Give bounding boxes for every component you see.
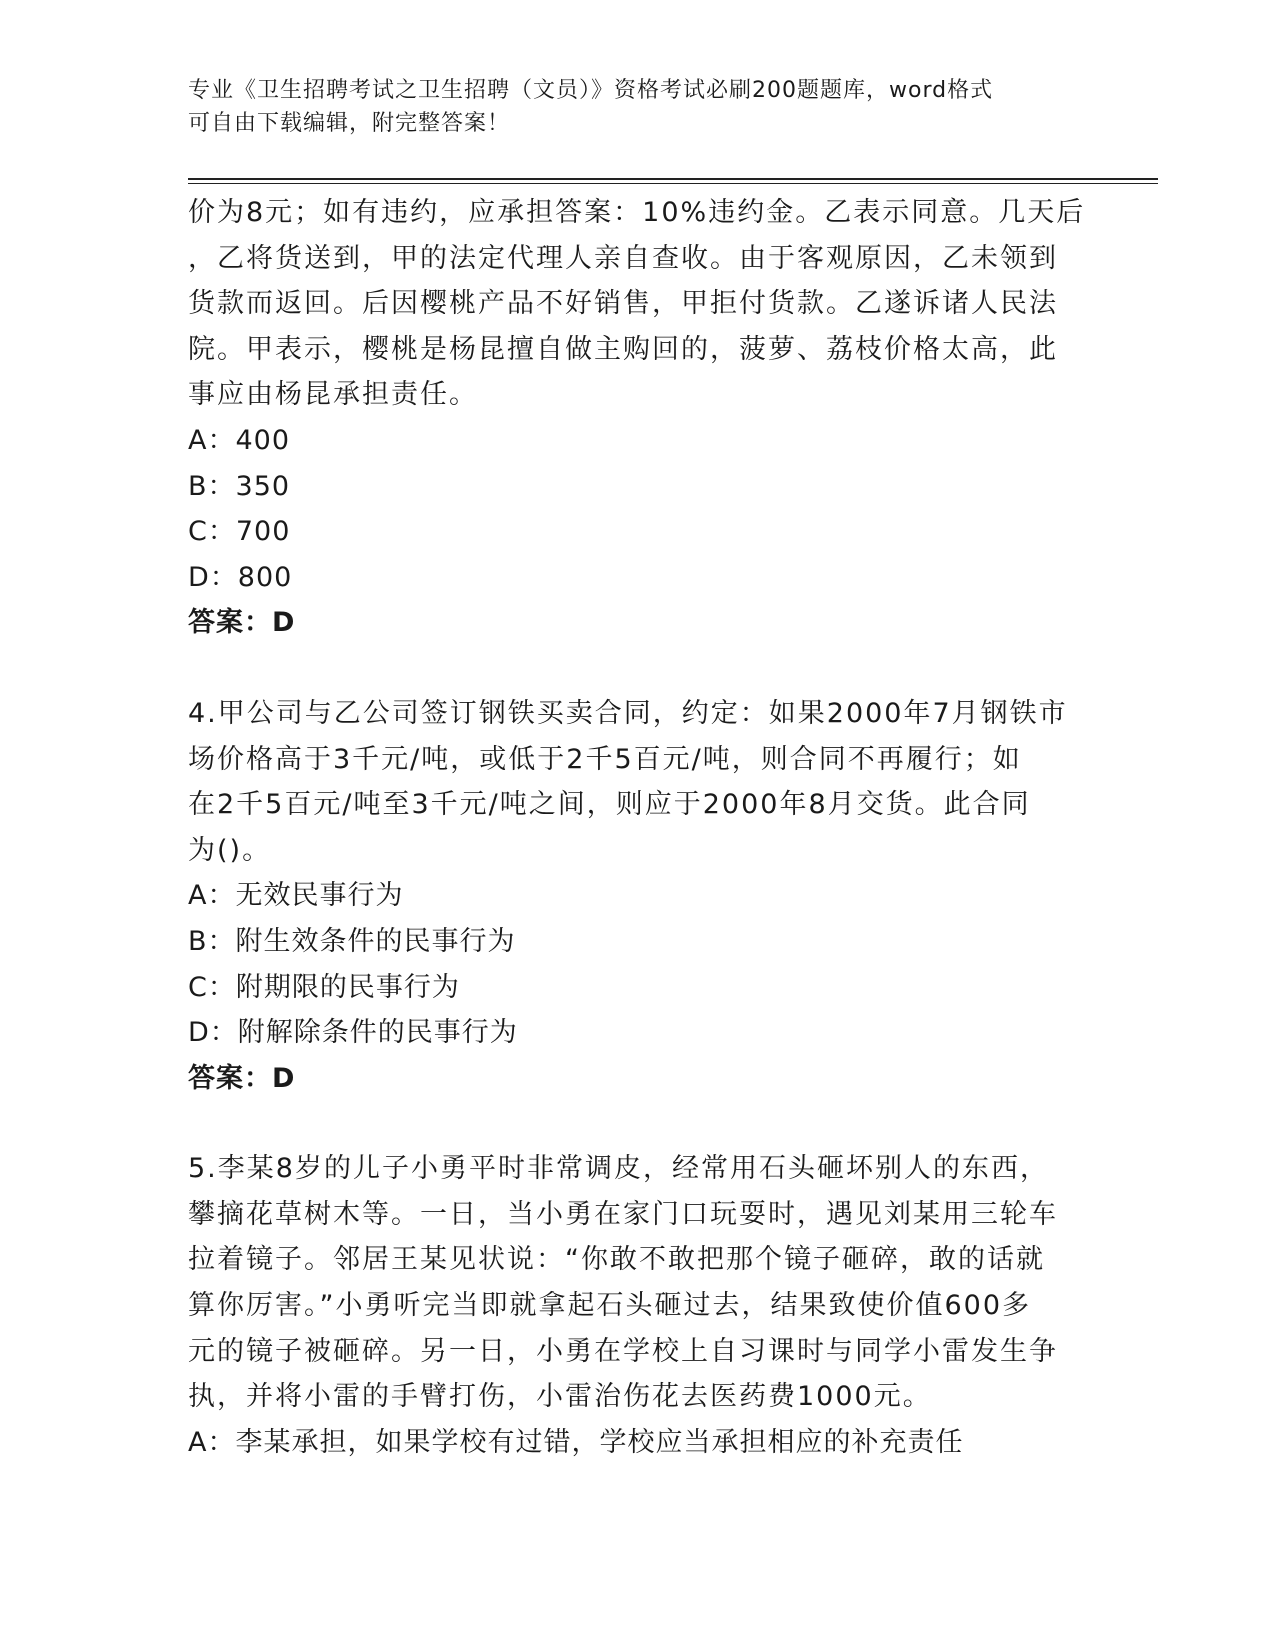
option-b: B：350	[188, 470, 291, 502]
page-header	[188, 74, 1068, 140]
answer: 答案：D	[188, 1062, 296, 1094]
question-text-line: 价为8元；如有违约，应承担答案：10%违约金。乙表示同意。几天后	[188, 197, 1086, 228]
option-c: C：700	[188, 516, 291, 548]
option-a: A：李某承担，如果学校有过错，学校应当承担相应的补充责任	[188, 1426, 964, 1458]
option-c: C：附期限的民事行为	[188, 971, 460, 1003]
question-text-line: 5.李某8岁的儿子小勇平时非常调皮，经常用石头砸坏别人的东西，	[188, 1153, 1049, 1185]
option-a: A：400	[188, 424, 291, 456]
option-a: A：无效民事行为	[188, 880, 404, 912]
question-text-line: 货款而返回。后因樱桃产品不好销售，甲拒付货款。乙遂诉诸人民法	[188, 288, 1058, 320]
question-text-line: 拉着镜子。邻居王某见状说：“你敢不敢把那个镜子砸碎，敢的话就	[188, 1244, 1045, 1276]
question-4	[188, 691, 1088, 1101]
question-text-line: 算你厉害。”小勇听完当即就拿起石头砸过去，结果致使价值600多	[188, 1290, 1032, 1322]
question-text-line: 场价格高于3千元/吨，或低于2千5百元/吨，则合同不再履行；如	[188, 743, 1022, 775]
question-text-line: 元的镜子被砸碎。另一日，小勇在学校上自习课时与同学小雷发生争	[188, 1335, 1058, 1367]
option-d: D：附解除条件的民事行为	[188, 1017, 518, 1049]
question-text-line: 为()。	[188, 834, 272, 866]
option-d: D：800	[188, 561, 293, 593]
option-b: B：附生效条件的民事行为	[188, 925, 516, 957]
question-text-line: 院。甲表示，樱桃是杨昆擅自做主购回的，菠萝、荔枝价格太高，此	[188, 333, 1058, 365]
header-line-2: 可自由下载编辑，附完整答案！	[188, 111, 511, 136]
header-divider	[188, 178, 1158, 180]
header-divider-thin	[188, 183, 1158, 184]
question-text-line: 事应由杨昆承担责任。	[188, 379, 478, 411]
question-3	[188, 190, 1088, 646]
question-text-line: 4.甲公司与乙公司签订钢铁买卖合同，约定：如果2000年7月钢铁市	[188, 697, 1068, 729]
question-5	[188, 1146, 1088, 1465]
question-text-line: ，乙将货送到，甲的法定代理人亲自查收。由于客观原因，乙未领到	[188, 242, 1058, 274]
spacer	[188, 1101, 1088, 1146]
spacer	[188, 646, 1088, 691]
answer: 答案：D	[188, 607, 296, 639]
question-text-line: 攀摘花草树木等。一日，当小勇在家门口玩耍时，遇见刘某用三轮车	[188, 1198, 1058, 1230]
question-text-line: 在2千5百元/吨至3千元/吨之间，则应于2000年8月交货。此合同	[188, 789, 1031, 821]
header-line-1: 专业《卫生招聘考试之卫生招聘（文员）》资格考试必刷200题题库，word格式	[188, 78, 994, 103]
question-text-line: 执，并将小雷的手臂打伤，小雷治伤花去医药费1000元。	[188, 1381, 932, 1413]
document-body	[188, 190, 1088, 1465]
